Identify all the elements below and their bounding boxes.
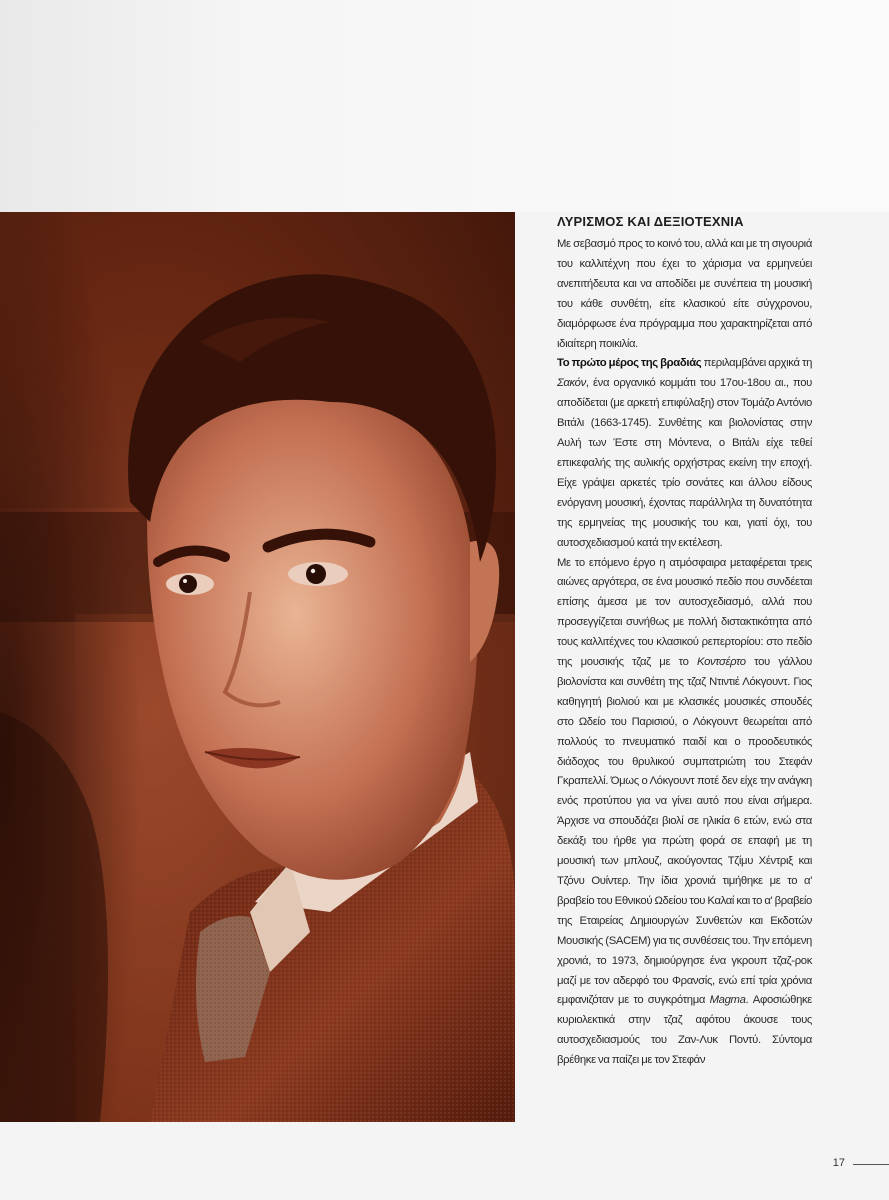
italic-band-name: Magma	[709, 994, 746, 1007]
paragraph-text: . Αφοσιώθηκε κυριολεκτικά στην τζαζ αφότου άκουσε τους αυτοσχεδιασμούς του Ζαν-Λυκ Ποντύ. Σύντομα βρέθηκε να παίζει με τον Στεφάν	[557, 994, 812, 1067]
blank-page-top	[0, 0, 889, 212]
paragraph-text: περιλαμβάνει αρχικά τη	[701, 357, 812, 370]
paragraph-intro: Με σεβασμό προς το κοινό του, αλλά και με τη σιγουριά του καλλιτέχνη που έχει το χάρισμα να ερμηνεύει ανεπιτήδευτα και να αποδίδει με συνέπεια τη μουσική του κάθε συνθέτη, είτε κλασικού είτε σύγχρονου, διαμόρφωσε ένα πρόγραμμα που χαρακτηρίζεται από ιδιαίτερη ποικιλία.	[557, 238, 812, 350]
paragraph-first-part	[557, 354, 812, 553]
page-number-rule	[853, 1164, 889, 1165]
article-column	[557, 214, 812, 1071]
paragraph-second-work	[557, 554, 812, 1072]
italic-work-title: Σακόν	[557, 377, 586, 390]
section-heading: ΛΥΡΙΣΜΟΣ ΚΑΙ ΔΕΞΙΟΤΕΧΝΙΑ	[557, 214, 744, 229]
paragraph-text: , ένα οργανικό κομμάτι του 17ου-18ου αι., που αποδίδεται (με αρκετή επιφύλαξη) στον Τομάζο Αντόνιο Βιτάλι (1663-1745). Συνθέτης και βιολονίστας στην Αυλή των Έστε στη Μόντενα, ο Βιτάλι είχε τεθεί επικεφαλής της αυλικής ορχήστρας εκείνη την εποχή. Είχε γράψει αρκετές τρίο σονάτες και άλλου είδους ενόργανη μουσική, έχοντας παράλληλα τη δυνατότητα της ερμηνείας της μουσικής του και, γιατί όχι, του αυτοσχεδιασμού κατά την εκτέλεση.	[557, 377, 812, 549]
paragraph-text: του γάλλου βιολονίστα και συνθέτη της τζαζ Ντιντιέ Λόκγουντ. Γιος καθηγητή βιολιού και με κλασικές μουσικές σπουδές στο Ωδείο του Παρισιού, ο Λόκγουντ θεωρείται από πολλούς το πνευματικό παιδί και ο προοδευτικός διάδοχος του θρυλικού συμπατριώτη του Στεφάν Γκραπελλί. Όμως ο Λόκγουντ ποτέ δεν είχε την ανάγκη ενός προτύπου για να γίνει αυτό που είναι σήμερα. Άρχισε να σπουδάζει βιολί σε ηλικία 6 ετών, ενώ στα δεκάξι του ήρθε για πρώτη φορά σε επαφή με τη μουσική των μπλουζ, ακούγοντας Τζίμυ Χέντριξ και Τζόνυ Ουίντερ. Την ίδια χρονιά τιμήθηκε με το α' βραβείο του Εθνικού Ωδείου του Καλαί και το α' βραβείο της Εταιρείας Δημιουργών Συνθετών και Εκδοτών Μουσικής (SACEM) για τις συνθέσεις του. Την επόμενη χρονιά, το 1973, δημιούργησε ένα γκρουπ τζαζ-ροκ μαζί με τον αδερφό του Φρανσίς, ενώ επί τρία χρόνια εμφανιζόταν με το συγκρότημα	[557, 656, 812, 1007]
page-number: 17	[832, 1157, 845, 1169]
paragraph-text: Με το επόμενο έργο η ατμόσφαιρα μεταφέρεται τρεις αιώνες αργότερα, σε ένα μουσικό πεδίο που συνδέεται επίσης άμεσα με τον αυτοσχεδιασμό, αλλά που προσεγγίζεται συνήθως με πολλή διστακτικότητα από τους καλλιτέχνες του κλασικού ρεπερτορίου: στο πεδίο της μουσικής τζαζ με το	[557, 556, 812, 669]
italic-work-title: Κοντσέρτο	[697, 656, 746, 669]
paragraph-lead-bold: Το πρώτο μέρος της βραδιάς	[557, 357, 702, 370]
portrait-photo	[0, 212, 515, 1122]
portrait-illustration	[0, 212, 515, 1122]
